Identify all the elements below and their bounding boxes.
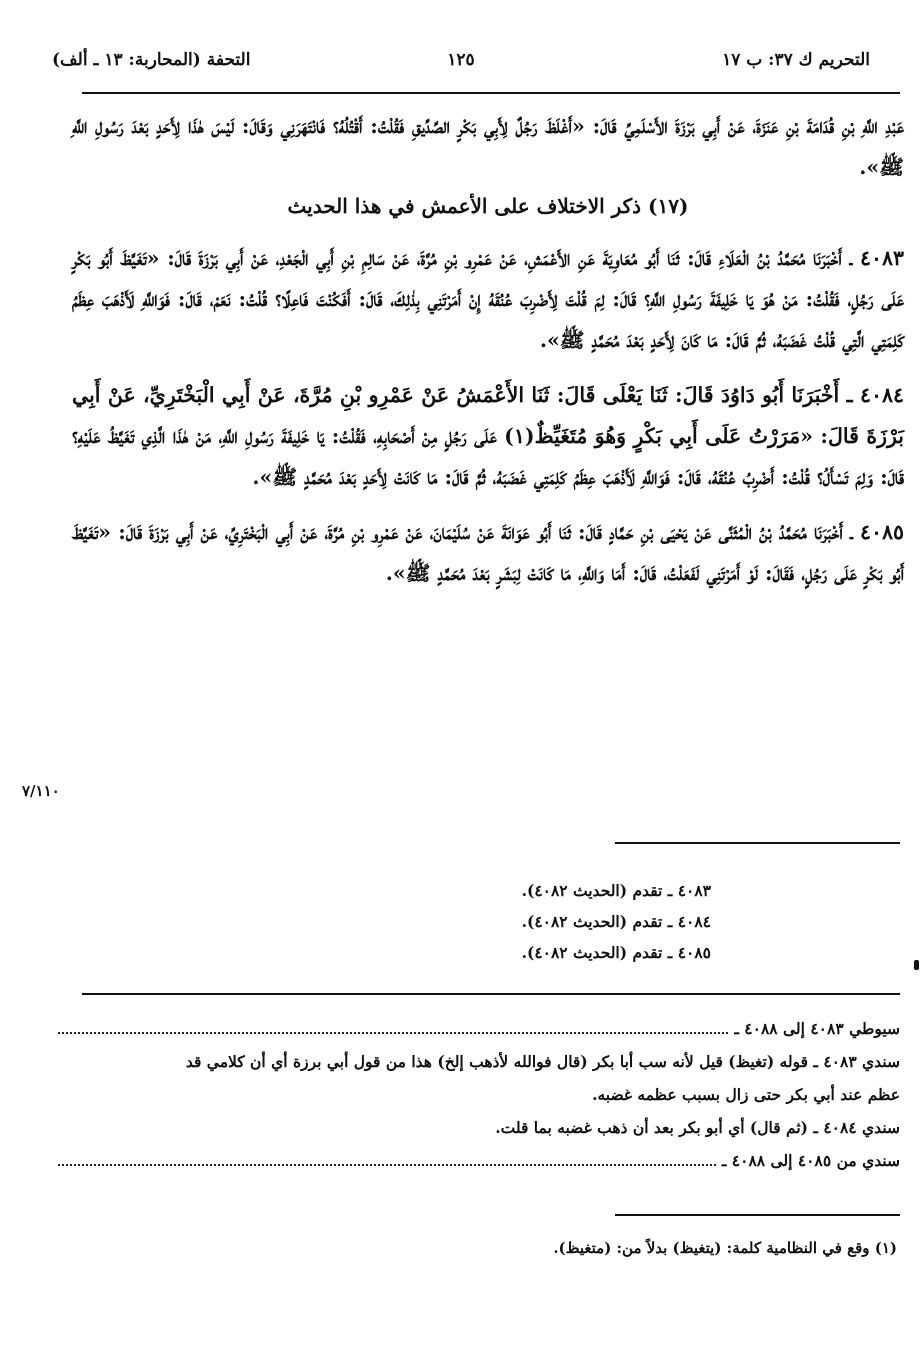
- section-heading: (١٧) ذكر الاختلاف على الأعمش في هذا الحديث: [287, 194, 689, 218]
- text-line: أَقْتُلُهُ؟ فَانْتَهَرَنِي وَقَالَ: لَيْسَ هٰذَا لِأَحَدٍ بَعْدَ رَسُولِ اللَّهِ ﷺ».: [72, 114, 904, 179]
- sindi-4084-line: سندي ٤٠٨٤ ـ (ثم قال) أي أبو بكر بعد أن ذهب غضبه بما قلت.: [495, 1118, 900, 1137]
- header-tuhfa-ref: التحفة (المحاربة: ١٣ ـ ألف): [52, 50, 251, 70]
- text-line: رَسُولِ اللَّهِ، مَنْ هٰذَا الَّذِي تَغَيَّظُ عَلَيْهِ؟ قَالَ: وَلِمَ تَسْأَلُ؟ قُلْتُ: أَضْرِبُ عُنُقَهُ، قَالَ: فَوَاللَّهِ لَأَذْهَبَ: [72, 424, 904, 489]
- text-line: قَالَ: أَمَا وَاللَّهِ، مَا كَانَتْ لِبَشَرٍ بَعْدَ مُحَمَّدٍ ﷺ».: [385, 561, 657, 585]
- variant-footnote: (١) وقع في النظامية كلمة: (يتغيظ) بدلاً من: (متغيظ).: [553, 1239, 897, 1257]
- sindi-4083-line-2: عظم عند أبي بكر حتى زال بسبب عظمه غضبه.: [592, 1085, 900, 1104]
- text-line: مُرَّةَ، عَنْ أَبِي الْبَخْتَرِيِّ، عَنْ أَبِي بَرْزَةَ قَالَ: «تَغَيَّظَ أَبُو بَكْرٍ عَلَى رَجُلٍ، فَقَالَ: لَوْ أَمَرْتَنِي لَفَعَلْتُ،: [72, 520, 904, 585]
- suyuti-line: [58, 1012, 900, 1045]
- footnote-divider: [615, 842, 900, 844]
- sindi-4083-line-1: سندي ٤٠٨٣ ـ قوله (تغيظ) قيل لأنه سب أبا بكر (قال فوالله لأذهب إلخ) هذا من قول أبي برزة أي أن كلامي قد: [185, 1052, 900, 1071]
- header-divider: [82, 92, 900, 94]
- hadith-4085: [72, 512, 904, 594]
- text-line: أَبِي بَرْزَةَ قَالَ: «مَرَرْتُ عَلَى أَبِي بَكْرٍ وَهُوَ مُتَغَيِّظٌ(١) عَلَى رَجُلٍ مِنْ أَصْحَابِهِ، فَقُلْتُ: يَا خَلِيفَةَ: [72, 383, 905, 448]
- commentary-section: [58, 1012, 900, 1177]
- intro-paragraph: [72, 106, 904, 188]
- dotted-leader: [58, 1164, 716, 1166]
- footnote-line: ٤٠٨٣ ـ تقدم (الحديث ٤٠٨٢).: [521, 881, 711, 900]
- main-text: [72, 106, 904, 594]
- footnote-divider-bottom: [615, 1214, 900, 1216]
- dotted-leader: [58, 1032, 728, 1034]
- text-line: فَوَاللَّهِ لَأَذْهَبَ عِظَمُ كَلِمَتِي الَّتِي قُلْتُ غَضَبَهُ، ثُمَّ قَالَ: مَا كَانَ لِأَحَدٍ بَعْدَ مُحَمَّدٍ ﷺ».: [72, 287, 904, 352]
- hadith-4083: [72, 238, 904, 361]
- page-number: ١٢٥: [447, 50, 475, 70]
- footnote-line: ٤٠٨٤ ـ تقدم (الحديث ٤٠٨٢).: [521, 912, 711, 931]
- sindi-range-line: [58, 1144, 900, 1177]
- text-line: رَسُولِ اللَّهِ؟ قَالَ: لِمَ قُلْتَ لِأَضْرِبَ عُنُقَهُ إِنْ أَمَرْتَنِي بِذٰلِكَ، قَالَ: أَفَكُنْتَ فَاعِلًا؟ قُلْتُ: نَعَمْ، قَالَ:: [177, 287, 702, 311]
- hadith-4084: [72, 375, 904, 498]
- text-line: ٤٠٨٤ ـ أَخْبَرَنَا أَبُو دَاوُدَ قَالَ: ثَنَا يَعْلَى قَالَ: ثَنَا الأَعْمَشُ عَنْ عَمْرِو بْنِ مُرَّةَ، عَنْ أَبِي الْبَخْتَرِيِّ، عَنْ: [107, 383, 904, 407]
- text-line: ٤٠٨٣ ـ أَخْبَرَنَا مُحَمَّدُ بْنُ الْعَلَاءِ قَالَ: ثَنَا أَبُو مُعَاوِيَةَ عَنِ الأَعْمَشِ، عَنْ عَمْرِو بْنِ مُرَّةَ، عَنْ: [392, 246, 905, 270]
- header-chapter-ref: التحريم ك ٣٧: ب ١٧: [722, 50, 870, 70]
- text-line: عَبْدِ اللَّهِ بْنِ قُدَامَةَ بْنِ عَنَزَةَ، عَنْ أَبِي بَرْزَةَ الأَسْلَمِيِّ قَالَ: «أَغْلَظَ رَجُلٌ لِأَبِي بَكْرٍ الصِّدِّيقِ فَقُلْتُ:: [370, 114, 905, 138]
- sindi-range-label: سندي من ٤٠٨٥ إلى ٤٠٨٨ ـ: [721, 1151, 900, 1170]
- text-line: ٤٠٨٥ ـ أَخْبَرَنَا مُحَمَّدُ بْنُ الْمُثَنَّى عَنْ يَحْيَى بْنِ حَمَّادٍ قَالَ: ثَنَا أَبُو عَوَانَةَ عَنْ سُلَيْمَانَ، عَنْ عَمْرِو بْنِ: [351, 520, 905, 544]
- footnote-line: ٤٠٨٥ ـ تقدم (الحديث ٤٠٨٢).: [521, 943, 711, 962]
- suyuti-label: سيوطي ٤٠٨٣ إلى ٤٠٨٨ ـ: [734, 1019, 900, 1038]
- text-line: سَالِمِ بْنِ أَبِي الْجَعْدِ، عَنْ أَبِي بَرْزَةَ قَالَ: «تَغَيَّظَ أَبُو بَكْرٍ عَلَى رَجُلٍ، فَقُلْتُ: مَنْ هُوَ يَا خَلِيفَةَ: [72, 246, 904, 311]
- margin-mark: [914, 960, 919, 970]
- commentary-divider: [82, 993, 900, 995]
- page-header: [52, 46, 870, 80]
- takhrij-footnotes: [111, 875, 711, 968]
- text-line: عِظَمُ كَلِمَتِي غَضَبَهُ، ثُمَّ قَالَ: مَا كَانَتْ لِأَحَدٍ بَعْدَ مُحَمَّدٍ ﷺ».: [252, 465, 596, 489]
- margin-reference: ٧/١١٠: [22, 782, 60, 800]
